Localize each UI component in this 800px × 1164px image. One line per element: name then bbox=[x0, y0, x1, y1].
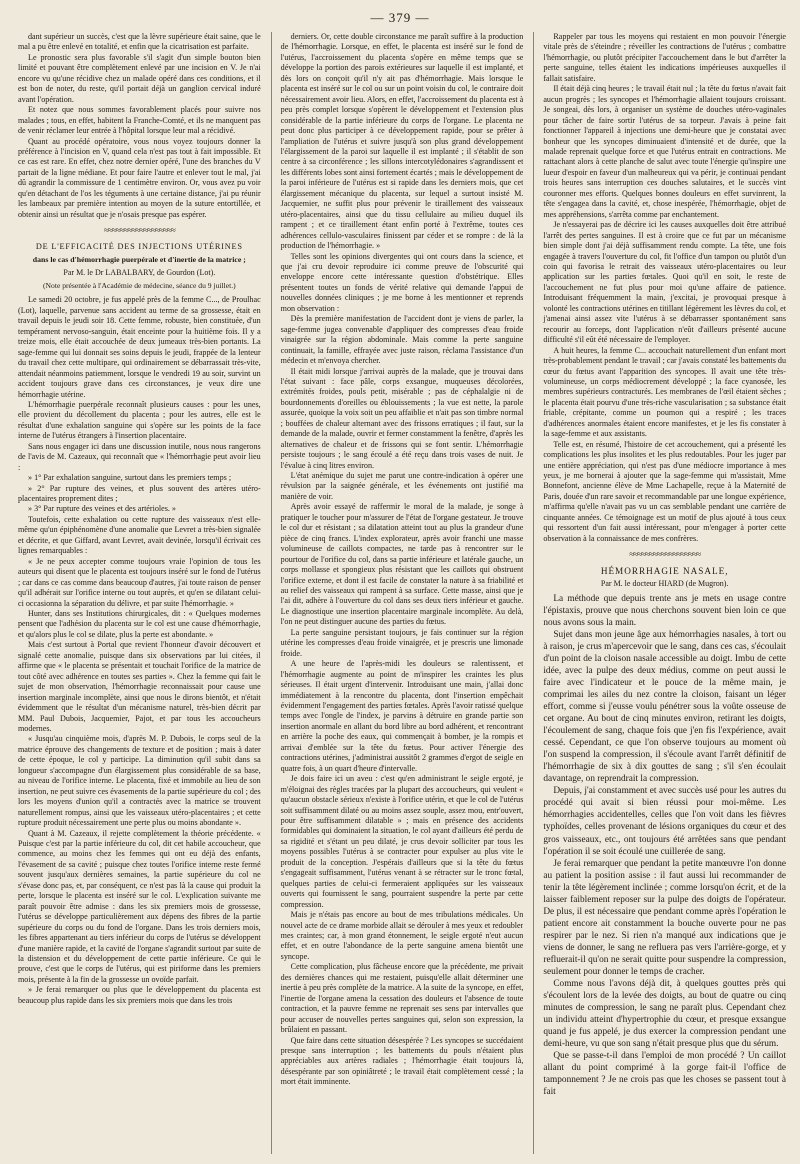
paragraph: Et notez que nous sommes favorablement placés pour suivre nos malades ; tous, en effet, habitent la Franche-Comté, et ils ne manquent pas de venir réclamer leur entrée à l'hôpital lorsque leur mal a récidivé. bbox=[18, 105, 261, 136]
paragraph: Je n'essayerai pas de décrire ici les causes auxquelles doit être attribué l'arrêt des pertes sanguines. Il est à croire que ce fut par un mécanisme bien simple dont j'ai déjà suffisamment rendu compte. La tête, une fois engagée à travers l'ouverture du col, fit l'office d'un tampon ou plutôt d'un coin qui favorisa le retrait des vaisseaux utéro-placentaires ou leur application sur les parties fœtales. Quoi qu'il en soit, le reste de l'accouchement ne fut plus pour moi qu'une affaire de patience. Introduisant fréquemment la main, j'excitai, je provoquai presque à volonté les contractions utérines en titillant légèrement les lèvres du col, et j'amenai ainsi assez vite l'utérus à se débarrasser spontanément sans recourir au forceps, dont l'application n'eût d'ailleurs présenté aucune difficulté s'il eût été nécessaire de l'employer. bbox=[543, 220, 787, 345]
text-columns bbox=[18, 32, 786, 1154]
paragraph: A huit heures, la femme C... accouchait naturellement d'un enfant mort très-probablement pendant le travail ; car j'avais constaté les battements du cœur du fœtus avant l'apparition des syncopes. Il avait une tête très-volumineuse, un corps médiocrement développé ; la face cyanosée, les membres supérieurs contracturés. Les membranes de l'œil étaient sèches ; le placenta était pourvu d'une très-riche vascularisation ; sa substance était friable, crépitante, comme un poumon qui a respiré ; les traces d'adhérences anormales étaient encore manifestes, et je les fis constater à la sage-femme et aux assistants. bbox=[543, 345, 787, 439]
paragraph: Quant à M. Cazeaux, il rejette complètement la théorie précédente. « Puisque c'est par la partie inférieure du col, dit cet habile accoucheur, que commence, au moins chez les femmes qui ont eu déjà des enfants, l'évasement de sa cavité ; puisque chez toutes l'orifice interne reste fermé souvent jusqu'aux dernières semaines, la partie supérieure du col ne s'évase donc pas, et, par conséquent, ce n'est pas là la cause qui produit la perte, lorsque le placenta est inséré sur le col. L'explication suivante me paraît pouvoir être admise : dans les six premiers mois de grossesse, l'utérus se développe particulièrement aux dépens des fibres de la partie supérieure du corps ou du fond de l'organe. Dans les trois derniers mois, les fibres appartenant au tiers inférieur du corps de l'utérus se développent d'une manière rapide, et la cavité de l'organe s'agrandit surtout par suite de la distension et du développement de cette partie inférieure. Ce qui le prouve, c'est que le corps de l'utérus, qui est piriforme dans les premiers mois, présente à la fin de la grossesse un ovoïde parfait. bbox=[18, 828, 261, 984]
article-byline: Par M. le Dr LABALBARY, de Gourdon (Lot). bbox=[63, 267, 216, 277]
paragraph: Je ferai remarquer que pendant la petite manœuvre l'on donne au patient la position assise : il faut aussi lui recommander de tenir la tête légèrement inclinée ; comme lorsqu'on écrit, et de la laisser faiblement reposer sur la pulpe des doigts de l'opérateur. De plus, il est nécessaire que pendant comme après l'opération le patient encore ait constamment la bouche ouverte pour ne pas respirer par le nez. Si rien n'a manqué aux indications que je viens de donner, le sang ne refluera pas vers l'arrière-gorge, et y refluerait-il qu'on ne serait quitte pour suspendre la compression, seulement pour donner le temps de cracher. bbox=[543, 858, 787, 978]
paragraph: Hunter, dans ses Institutions chirurgicales, dit : « Quelques modernes pensent que l'adhésion du placenta sur le col est une cause d'hémorrhagie, et qu'alors plus le col se dilate, plus la perte est abondante. » bbox=[18, 609, 261, 639]
paragraph: Que se passe-t-il dans l'emploi de mon procédé ? Un caillot allant du point comprimé à la gorge fait-il l'office de tamponnement ? Je ne crois pas que les choses se passent tout à fait bbox=[543, 1051, 787, 1098]
section-separator: ≈≈≈≈≈≈≈≈≈≈≈≈≈≈≈≈≈≈ bbox=[629, 549, 701, 560]
paragraph: Le pronostic sera plus favorable s'il s'agit d'un simple bouton bien limité et pouvant être complètement enlevé par une incision en V. Je n'ai encore vu qu'une récidive chez un malade opéré dans ces conditions, et il est bon de noter, du reste, qu'il portait déjà un ganglion cervical induré avant l'opération. bbox=[18, 52, 261, 104]
paragraph: Je dois faire ici un aveu : c'est qu'en administrant le seigle ergoté, je m'éloignai des règles tracées par la plupart des accoucheurs, qui veulent « qu'aucun obstacle sérieux n'existe à l'orifice utérin, et que le col de l'utérus soit suffisamment dilaté ou au moins assez souple, assez mou, entr'ouvert, pour être suffisamment dilatable » ; mais en présence des accidents formidables qui dominaient la situation, le col ayant d'ailleurs été perdu de sa rigidité et s'étant un peu dilaté, je crus devoir solliciter par tous les moyens possibles l'utérus à se contracter pour expulser au plus vite le produit de la conception. J'espérais d'ailleurs que si la tête du fœtus s'engageait suffisamment, l'utérus venant à se rétracter sur le tronc fœtal, quelques parties de celui-ci fermeraient appliquées sur les vaisseaux ouverts qui fournissent le sang, pourraient suspendre la perte par cette compression. bbox=[280, 774, 524, 909]
column-3 bbox=[533, 32, 786, 1154]
article-body bbox=[543, 593, 786, 1099]
paragraph: Il était midi lorsque j'arrivai auprès de la malade, que je trouvai dans l'état suivant : face pâle, corps exsangue, muqueuses décolorées, extrémités froides, pouls petit, misérable ; pas de céphalalgie ni de bourdonnements d'oreilles ou éblouissements ; la vue est nette, la parole assurée, quoique la voix soit un peu affaiblie et n'ait pas son timbre normal ; bouffées de chaleur alternant avec des frissons erratiques ; il faut, sur la demande de la malade, ouvrir et fermer constamment la fenêtre, d'après les alternatives de chaleur et de frissons qui se font sentir. L'hémorrhagie persiste toujours ; le sang écoulé a été reçu dans trois vases de nuit. Je l'évalue à cinq litres environ. bbox=[280, 366, 524, 470]
paragraph: dant supérieur un succès, c'est que la lèvre supérieure était saine, que le mal a pu être enlevé en totalité, et enfin que la cicatrisation est parfaite. bbox=[18, 32, 261, 52]
paragraph: Que faire dans cette situation désespérée ? Les syncopes se succédaient presque sans interruption ; les battements du pouls n'étaient plus appréciables aux artères radiales ; l'hémorrhagie était toujours là, désespérante par son opiniâtreté ; le travail était complètement cessé ; la mort était imminente. bbox=[280, 1035, 524, 1087]
paragraph: La méthode que depuis trente ans je mets en usage contre l'épistaxis, prouve que nous cherchons souvent bien loin ce que nous avons sous la main. bbox=[543, 593, 787, 628]
paragraph: » Je ferai remarquer ou plus que le développement du placenta est beaucoup plus rapide dans les six premiers mois que dans les trois bbox=[18, 985, 261, 1005]
paragraph: Il était déjà cinq heures ; le travail était nul ; la tête du fœtus n'avait fait aucun progrès ; les syncopes et l'hémorrhagie allaient toujours croissant. Je songeai, dès lors, à organiser un système de douches utéro-vaginales pour tâcher de faire sortir l'utérus de sa torpeur. J'avais à peine fait fonctionner l'appareil à injections une demi-heure que je constatai avec bonheur que les syncopes diminuaient d'intensité et de durée, que la malade reprenait quelque force et que l'utérus entrait en contractions. Me rattachant alors à cette planche de salut avec toute l'énergie qu'inspire une lueur d'espoir en faveur d'un malheureux qui va périr, je continuai pendant trois heures sans interruption ces douches salutaires, et le succès vint couronner mes efforts. Quelques bonnes douleurs en effet survinrent, la tête s'engagea dans la cavité, et, chose inespérée, l'hémorrhagie, objet de mes appréhensions, s'arrêta comme par enchantement. bbox=[543, 84, 787, 219]
paragraph: L'hémorrhagie puerpérale reconnaît plusieurs causes : pour les unes, elle provient du décollement du placenta ; pour les autres, elle est le résultat d'une exhalation sanguine qui s'opère sur les points de la face interne de l'utérus étrangers à l'insertion placentaire. bbox=[18, 399, 261, 441]
article-subtitle: dans le cas d'hémorrhagie puerpérale et d'inertie de la matrice ; bbox=[32, 255, 246, 265]
column-1 bbox=[18, 32, 261, 1154]
paragraph: Mais je n'étais pas encore au bout de mes tribulations médicales. Un nouvel acte de ce drame morbide allait se dérouler à mes yeux et redoubler mes craintes; car, à mon grand étonnement, le seigle ergoté n'eut aucun effet, et en outre l'abondance de la perte sanguine amena bientôt une syncope. bbox=[280, 910, 524, 961]
paragraph: derniers. Or, cette double circonstance me paraît suffire à la production de l'hémorrhagie. Lorsque, en effet, le placenta est inséré sur le fond de l'utérus, l'accroissement du placenta s'opère en même temps que se développe la portion des parois extérieures sur laquelle il est implanté, et dès lors on conçoit qu'il n'y ait pas d'hémorrhagie. Mais lorsque le placenta est inséré sur le col ou sur un point voisin du col, le contraire doit nécessairement avoir lieu. Alors, en effet, l'accroissement du placenta est à peu près complet lorsque s'opèrent le développement et l'extension plus considérable de la partie inférieure du corps de l'organe. Le placenta ne peut donc plus participer à ce développement rapide, pour se prêter à l'ampliation de l'utérus et suivre jusqu'à son plus grand développement l'élargissement de la paroi sur laquelle il est implanté ; il s'établit de son centre à sa circonférence ; les sillons intercotylédonaires s'agrandissent et les différents lobes sont ainsi fortement écartés ; mais le développement de la paroi inférieure de l'utérus est si rapide dans les derniers mois, que cet élargissement mécanique du placenta, sur lequel a surtout insisté M. Jacquemier, ne suffit plus pour prévenir le tiraillement des vaisseaux utéro-placentaires, ainsi que du tissu cellulaire au milieu duquel ils rampent ; et ce tiraillement étant enfin porté à l'extrême, toutes ces adhérences cellulo-vasculaires finissent par céder et se rompre : de là la production de l'hémorrhagie. » bbox=[280, 32, 524, 251]
section-separator: ≈≈≈≈≈≈≈≈≈≈≈≈≈≈≈≈≈≈ bbox=[103, 225, 175, 236]
paragraph: » 3° Par rupture des veines et des artérioles. » bbox=[28, 504, 176, 514]
article-byline: Par M. le docteur HIARD (de Mugron). bbox=[600, 579, 729, 589]
paragraph: Quant au procédé opératoire, vous nous voyez toujours donner la préférence à l'incision en V, quand cela n'est pas tout à fait impossible. Et ce cas est rare. En effet, chez notre dernier opéré, l'une des branches du V partait de la ligne médiane. Et pour faire l'autre et enlever tout le mal, j'ai dû agrandir la commissure de 1 centimètre environ. Or, vous avez pu voir qu'en détachant de l'os les téguments à une certaine distance, j'ai pu réunir les lambeaux par première intention au moyen de la suture entortillée, et obtenir ainsi un résultat que je n'osais presque pas espérer. bbox=[18, 136, 261, 219]
paragraph: Sans nous engager ici dans une discussion inutile, nous nous rangerons de l'avis de M. Cazeaux, qui reconnaît que « l'hémorrhagie peut avoir lieu : bbox=[18, 441, 261, 472]
paragraph: Telle est, en résumé, l'histoire de cet accouchement, qui a présenté les complications les plus insolites et les plus redoutables. Pour les juger par une entière appréciation, qui n'est pas d'une médiocre importance à mes yeux, je me bornerai à ajouter que la sage-femme qui m'assistait, Mme Bonnefont, ancienne élève de Mme Lachapelle, reçue à la Maternité de Paris, douée d'un rare savoir et recommandable par une longue expérience, m'affirma qu'elle n'avait pas vu un cas semblable pendant une carrière de cinquante années. Ce témoignage est un motif de plus ajouté à tous ceux qui ressortent d'un fait aussi intéressant, pour m'engager à porter cette observation à la connaissance de mes confrères. bbox=[543, 439, 787, 543]
paragraph: A une heure de l'après-midi les douleurs se ralentissent, et l'hémorrhagie augmente au point de m'inspirer les craintes les plus sérieuses. Il était urgent d'intervenir. Introduisant une main, j'allai donc immédiatement à la rencontre du placenta, dont l'insertion empêchait évidemment l'engagement des parties fœtales. Après l'avoir ratissé quelque temps avec l'ongle de l'index, je parvins à détruire en grande partie son insertion anormale en allant du bord libre au bord adhérent, et rencontrant en arrière la poche des eaux, qui commençait à bomber, je la rompis et arrivai d'emblée sur la tête du fœtus. Pour activer l'énergie des contractions utérines, j'administrai aussitôt 2 grammes d'ergot de seigle en quatre fois, à un quart d'heure d'intervalle. bbox=[280, 659, 524, 773]
paragraph: Depuis, j'ai constamment et avec succès usé pour les autres du procédé qui avait si bien réussi pour moi-même. Les hémorrhagies accidentelles, celles que l'on voit dans les fièvres typhoïdes, celles provenant de lésions organiques du cœur et des gros vaisseaux, etc., ont toujours été arrêtées sans que pendant l'opération il se soit écoulé une cuillerée de sang. bbox=[543, 786, 787, 857]
paragraph: « Je ne peux accepter comme toujours vraie l'opinion de tous les auteurs qui disent que le placenta est toujours inséré sur le fond de l'utérus ; car dans ce cas comme dans beaucoup d'autres, j'ai toute raison de penser qu'il adhérait sur l'orifice interne ou tout auprès, et qu'en se dilatant celui-ci occasionna la séparation du délivre, et par suite l'hémorrhagie. » bbox=[18, 556, 261, 608]
paragraph: Toutefois, cette exhalation ou cette rupture des vaisseaux n'est elle-même qu'un épiphénomène d'une anomalie que Levret a très-bien signalée et décrite, et que Giffard, avant Levret, avait devinée, lorsqu'il écrivait ces lignes remarquables : bbox=[18, 514, 261, 556]
paragraph: Rappeler par tous les moyens qui restaient en mon pouvoir l'énergie vitale près de s'éteindre ; réveiller les contractions de l'utérus ; combattre l'hémorrhagie, ou plutôt précipiter l'accouchement dans le but d'arrêter la perte sanguine, telles étaient les indications impérieuses auxquelles il fallait satisfaire. bbox=[543, 32, 787, 83]
paragraph: Telles sont les opinions divergentes qui ont cours dans la science, et que j'ai cru devoir reproduire ici comme preuve de l'obscurité qui enveloppe encore cette intéressante question d'obstétrique. Elles présentent toutes un fonds de vérité relative qui demande l'appui de nouvelles données cliniques ; je me borne à les mentionner et reprends mon observation : bbox=[280, 251, 524, 313]
article-title: DE L'EFFICACITÉ DES INJECTIONS UTÉRINES bbox=[35, 241, 243, 251]
paragraph: Le samedi 20 octobre, je fus appelé près de la femme C..., de Proulhac (Lot), laquelle, parvenue sans accident au terme de sa grossesse, était en travail depuis le jeudi soir 18. Cette femme, robuste, bien constituée, d'un tempérament nervoso-sanguin, était enceinte pour la huitième fois. Il y a treize mois, elle était accouchée de deux jumeaux très-bien portants. La sage-femme qui lui donnait ses soins depuis le jeudi, frappée de la lenteur du travail chez cette multipare, qui ordinairement se débarrassait très-vite, attendait néanmoins patiemment, lorsque le vendredi 19 au soir, survint un accident toujours grave dans ces circonstances, je veux dire une hémorrhagie utérine. bbox=[18, 295, 261, 399]
paragraph: La perte sanguine persistant toujours, je fais continuer sur la région utérine les compresses d'eau froide vinaigrée, et je prescris une limonade froide. bbox=[280, 627, 524, 658]
paragraph: « Jusqu'au cinquième mois, d'après M. P. Dubois, le corps seul de la matrice éprouve des changements de texture et de position ; mais à dater de cette époque, le col y participe. La diminution qu'il subit dans sa longueur s'accompagne d'un élargissement plus considérable de sa base, au niveau de l'orifice interne. Le placenta, fixé et immobile au lieu de son insertion, ne peut suivre ces évasements de la partie supérieure du col ; des lors les moyens d'union qu'il a contractés avec la matrice se trouvent naturellement rompus, ainsi que les vaisseaux utéro-placentaires ; et cette rupture produit nécessairement une perte plus ou moins abondante ». bbox=[18, 734, 261, 828]
paragraph: » 2° Par rupture des veines, et plus souvent des artères utéro-placentaires proprement dites ; bbox=[18, 483, 261, 504]
article-continued-text bbox=[18, 32, 261, 220]
article-note: (Note présentée à l'Académie de médecine, séance du 9 juillet.) bbox=[43, 280, 236, 290]
article-title: HÉMORRHAGIE NASALE, bbox=[600, 565, 729, 576]
paragraph: Mais c'est surtout à Portal que revient l'honneur d'avoir découvert et signalé cette anomalie, puisque dans six observations par lui citées, il affirme que « le placenta se présentait et touchait l'orifice de la matrice de tout côté avec adhérence en toutes ses parties ». Chez la femme qui fait le sujet de mon observation, l'hémorrhagie reconnaissait pour cause une insertion marginale incomplète, ainsi que nous le dirons bientôt, et n'était évidemment que le résultat d'un mécanisme naturel, très-bien décrit par MM. Paul Dubois, Jacquemier, Pajot, et par tous les accoucheurs modernes. bbox=[18, 640, 261, 733]
paragraph: Cette complication, plus fâcheuse encore que la précédente, me privait des dernières chances qui me restaient, puisqu'elle allait déterminer une inertie à peu près complète de la matrice. A la suite de la syncope, en effet, l'inertie de l'organe amena la cessation des douleurs et l'absence de toute contraction, et la pauvre femme ne reprenait ses sens par intervalles que pour accuser de nouvelles pertes sanguines qui, selon son expression, la brûlaient en passant. bbox=[280, 962, 524, 1035]
paragraph: » 1° Par exhalation sanguine, surtout dans les premiers temps ; bbox=[28, 473, 232, 483]
paragraph: Après avoir essayé de raffermir le moral de la malade, je songe à pratiquer le toucher pour m'assurer de l'état de l'organe gestateur. Je trouve le col dur et résistant ; sa dilatation atteint tout au plus la grandeur d'une pièce de cinq francs. L'index explorateur, après avoir franchi une masse volumineuse de caillots compactes, ne tarde pas à rencontrer sur le pourtour de l'orifice du col, dans sa partie inférieure et latérale gauche, un corps mollasse et spongieux plus résistant que les caillots qui obstruent l'orifice externe, et dont il est facile de constater la nature à sa friabilité et au relief des vaisseaux qui rampent à sa surface. Cette masse, ainsi que je l'ai dit, adhère à l'ouverture du col dans ses deux tiers inférieur et gauche. Le diagnostique une insertion placentaire marginale incomplète. Au delà, l'on ne peut distinguer aucune des parties du fœtus. bbox=[280, 502, 524, 627]
paragraph: Dès la première manifestation de l'accident dont je viens de parler, la sage-femme jugea convenable d'appliquer des compresses d'eau froide vinaigrée sur la région abdominale. Mais comme la perte sanguine continuait, la famille, effrayée avec juste raison, réclama l'assistance d'un médecin et m'envoya chercher. bbox=[280, 314, 524, 366]
paragraph: L'état anémique du sujet me parut une contre-indication à opérer une révulsion par la saignée générale, et les événements ont justifié ma manière de voir. bbox=[280, 471, 524, 501]
paragraph: Sujet dans mon jeune âge aux hémorrhagies nasales, à tort ou à raison, je crus m'apercevoir que le sang, dans ces cas, s'écoulait d'un point de la cloison nasale accessible au doigt. Imbu de cette idée, avec la pulpe des deux médius, comme on peut aussi le faire avec l'indicateur et le pouce de la même main, je comprimai les ailes du nez contre la cloison, faisant un léger effort, comme si j'eusse voulu pénétrer sous la voûte osseuse de cet organe. Au bout de cinq minutes environ, retirant les doigts, l'écoulement de sang, chaque fois que j'en fis l'expérience, avait cessé. Cependant, ce que l'on observe toujours au moment où l'on suspend la compression, il s'écoule avant l'arrêt définitif de l'hémorrhagie de six à dix gouttes de sang ; s'il s'en écoulait davantage, on reprendrait la compression. bbox=[543, 629, 787, 785]
paragraph: Comme nous l'avons déjà dit, à quelques gouttes près qui s'écoulent lors de la levée des doigts, au bout de quatre ou cinq minutes de compression, le sang ne paraît plus. Cependant chez un individu atteint d'hypertrophie du cœur, et presque exsangue quand je fus appelé, je dus exercer la compression pendant une demi-heure, vu que son sang n'était presque plus que du sérum. bbox=[543, 979, 787, 1050]
page-number: — 379 — bbox=[370, 10, 430, 25]
column-2 bbox=[271, 32, 524, 1154]
